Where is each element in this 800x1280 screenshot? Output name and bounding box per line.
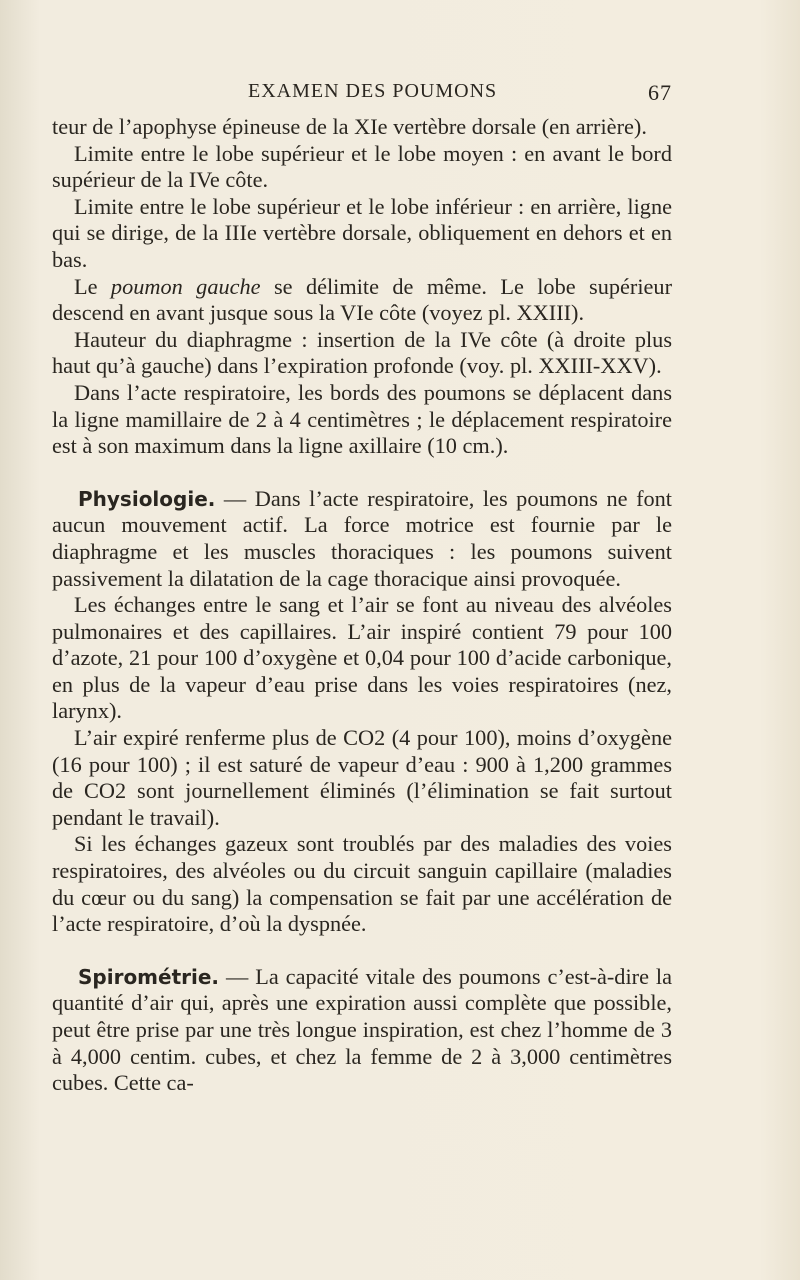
- paragraph-air-expire: [52, 725, 672, 831]
- paragraph-limite-inferieur: [52, 194, 672, 274]
- paragraph-text: Hauteur du diaphragme : insertion de la IVe côte (à droite plus haut qu’à gauche) dans l’expiration profonde (voy. pl. XXIII-XXV).: [52, 326, 672, 379]
- paragraph-diaphragme: [52, 327, 672, 380]
- paragraph-limite-moyen: [52, 141, 672, 194]
- section-heading-spirometrie: Spirométrie.: [78, 964, 220, 989]
- paragraph-text: Si les échanges gazeux sont troublés par des maladies des voies respiratoires, des alvéoles ou du circuit sanguin capillaire (maladies du cœur ou du sang) la compensation se fait par une accélération de l’acte respiratoire, d’où la dyspnée.: [52, 831, 672, 937]
- body-text: [52, 114, 672, 1097]
- paragraph-physiologie: [52, 486, 672, 592]
- paragraph-lead: Le: [74, 273, 111, 299]
- running-title: EXAMEN DES POUMONS: [248, 80, 498, 102]
- paragraph-text: teur de l’apophyse épineuse de la XIe vertèbre dorsale (en arrière).: [52, 114, 647, 139]
- page-number: 67: [648, 80, 672, 105]
- italic-term: poumon gauche: [110, 273, 261, 299]
- paragraph-text: — La capacité vitale des poumons c’est-à-dire la quantité d’air qui, après une expiration aussi complète que possible, peut être prise par une très longue inspiration, est chez l’homme de 3 à 4,000 centim. cubes, et chez la femme de 2 à 3,000 centimètres cubes. Cette ca-: [52, 963, 672, 1096]
- paragraph-continuation: [52, 114, 672, 141]
- page-header: [52, 80, 672, 110]
- paragraph-echanges: [52, 592, 672, 725]
- paragraph-text: — Dans l’acte respiratoire, les poumons ne font aucun mouvement actif. La force motrice est fournie par le diaphragme et les muscles thoraciques : les poumons suivent passivement la dilatation de la cage thoracique ainsi provoquée.: [52, 485, 672, 591]
- paragraph-poumon-gauche: [52, 274, 672, 327]
- paragraph-dyspnee: [52, 831, 672, 937]
- paragraph-text: se délimite de même. Le lobe supérieur descend en avant jusque sous la VIe côte (voyez pl. XXIII).: [52, 273, 672, 326]
- paragraph-text: Limite entre le lobe supérieur et le lobe moyen : en avant le bord supérieur de la IVe côte.: [52, 140, 672, 193]
- paragraph-text: Limite entre le lobe supérieur et le lobe inférieur : en arrière, ligne qui se dirige, de la IIIe vertèbre dorsale, obliquement en dehors et en bas.: [52, 193, 672, 272]
- paragraph-deplacement: [52, 380, 672, 460]
- section-heading-physiologie: Physiologie.: [78, 486, 216, 511]
- paragraph-text: Dans l’acte respiratoire, les bords des poumons se déplacent dans la ligne mamillaire de 2 à 4 centimètres ; le déplacement respiratoire est à son maximum dans la ligne axillaire (10 cm.).: [52, 379, 672, 459]
- paragraph-text: L’air expiré renferme plus de CO2 (4 pour 100), moins d’oxygène (16 pour 100) ; il est saturé de vapeur d’eau : 900 à 1,200 grammes de CO2 sont journellement éliminés (l’élimination se fait surtout pendant le travail).: [52, 725, 672, 830]
- paragraph-text: Les échanges entre le sang et l’air se font au niveau des alvéoles pulmonaires et des capillaires. L’air inspiré contient 79 pour 100 d’azote, 21 pour 100 d’oxygène et 0,04 pour 100 d’acide carbonique, en plus de la vapeur d’eau prise dans les voies respiratoires (nez, larynx).: [52, 592, 672, 724]
- paragraph-spirometrie: [52, 964, 672, 1097]
